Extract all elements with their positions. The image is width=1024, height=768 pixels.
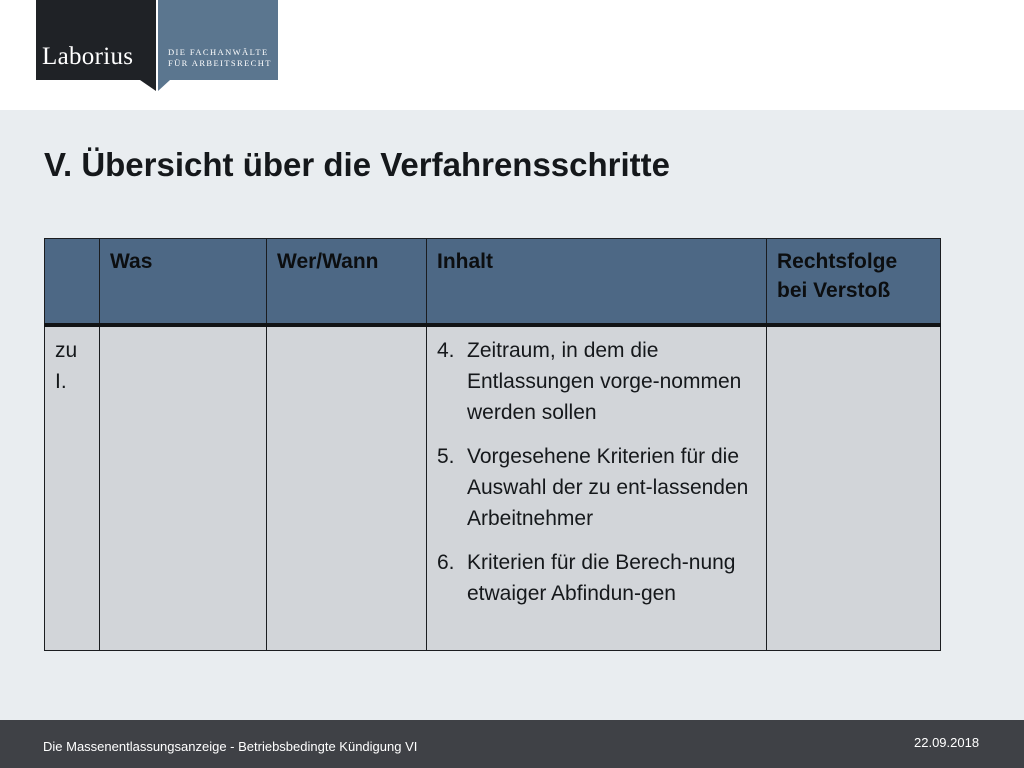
logo-blue-notch: [158, 80, 170, 91]
list-item-number: 4.: [437, 338, 455, 362]
cell-inhalt: [427, 325, 767, 651]
logo-dark-notch: [140, 80, 156, 91]
cell-rechtsfolge: [767, 325, 941, 651]
footer-title: Die Massenentlassungsanzeige - Betriebsbedingte Kündigung VI: [43, 739, 418, 754]
list-item-text: Zeitraum, in dem die Entlassungen vorge-nommen werden sollen: [467, 338, 742, 424]
cell-ref: zu I.: [45, 325, 100, 651]
logo-tagline: [168, 47, 272, 69]
list-item-number: 5.: [437, 444, 455, 468]
logo-tagline-line2: FÜR ARBEITSRECHT: [168, 58, 272, 68]
inhalt-list: [437, 335, 756, 609]
list-item: [437, 441, 756, 534]
cell-was: [100, 325, 267, 651]
footer-date: 22.09.2018: [914, 735, 980, 750]
list-item-text: Kriterien für die Berech-nung etwaiger Abfindun-gen: [467, 550, 736, 605]
list-item: [437, 335, 756, 428]
header-wer-wann: Wer/Wann: [267, 239, 427, 325]
header-rechtsfolge: Rechtsfolge bei Verstoß: [767, 239, 941, 325]
list-item-text: Vorgesehene Kriterien für die Auswahl der zu ent-lassenden Arbeitnehmer: [467, 444, 749, 530]
cell-wer-wann: [267, 325, 427, 651]
table-header-row: [45, 239, 941, 325]
list-item-number: 6.: [437, 550, 455, 574]
logo-name: Laborius: [42, 43, 134, 70]
header-was: Was: [100, 239, 267, 325]
header-ref: [45, 239, 100, 325]
list-item: [437, 547, 756, 609]
slide-title: V. Übersicht über die Verfahrensschritte: [44, 146, 671, 183]
header-inhalt: Inhalt: [427, 239, 767, 325]
table-row: [45, 325, 941, 651]
footer-bar: [0, 720, 1024, 768]
logo-tagline-line1: DIE FACHANWÄLTE: [168, 47, 269, 57]
procedure-table: [44, 238, 941, 651]
